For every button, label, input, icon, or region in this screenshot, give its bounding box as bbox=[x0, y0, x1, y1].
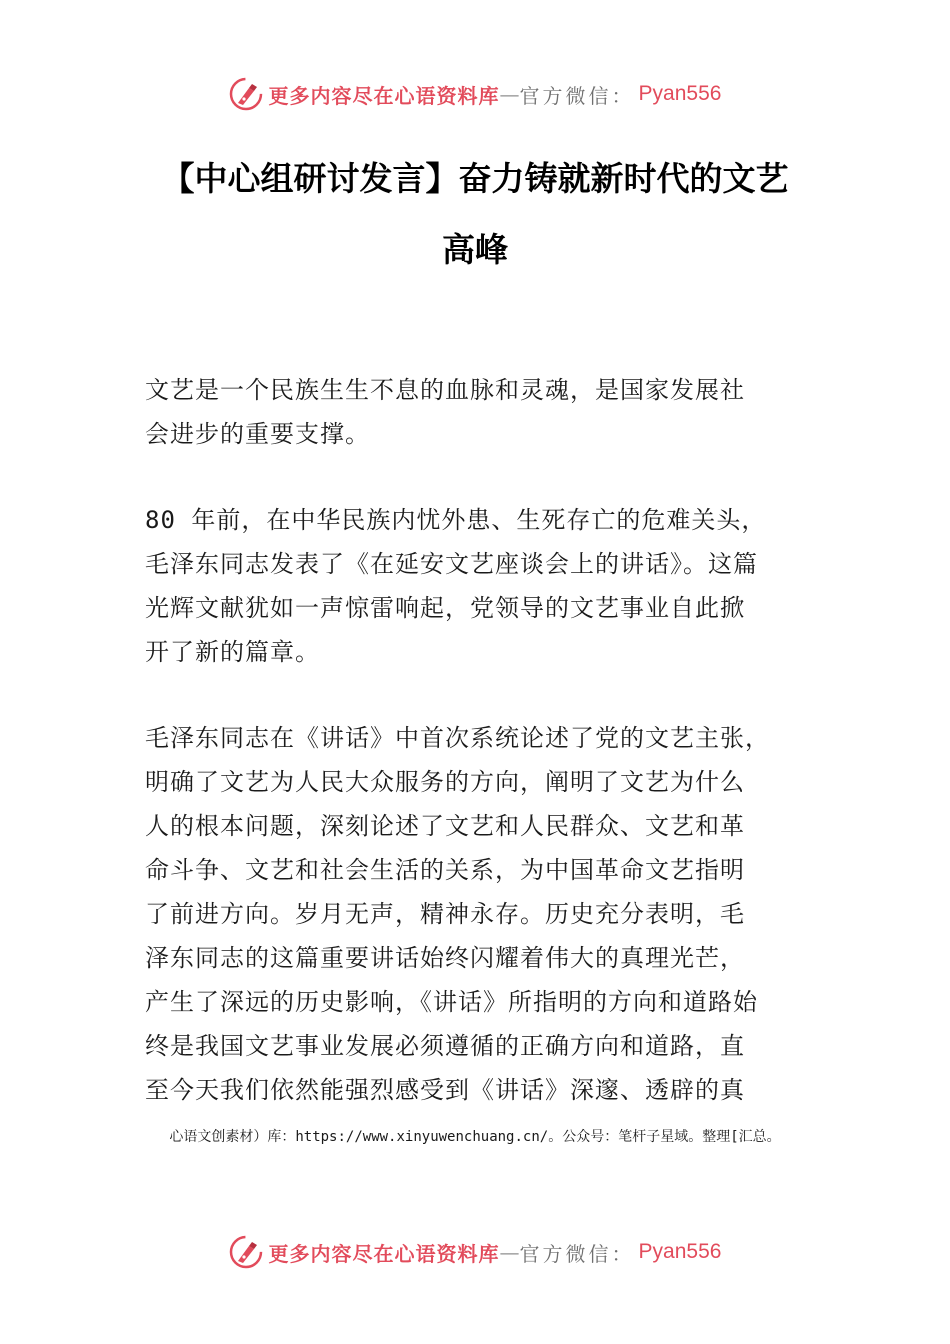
banner-wechat-id: Pyan556 bbox=[638, 82, 722, 105]
paragraph-2 bbox=[145, 498, 817, 674]
paragraph-line: 会进步的重要支撑。 bbox=[145, 420, 370, 448]
paragraph-line: 了前进方向。岁月无声，精神永存。历史充分表明，毛 bbox=[145, 900, 745, 928]
pen-nib-logo-icon bbox=[229, 77, 263, 111]
paragraph-line: 毛泽东同志在《讲话》中首次系统论述了党的文艺主张， bbox=[145, 724, 770, 752]
paragraph-line: 至今天我们依然能强烈感受到《讲话》深邃、透辟的真 bbox=[145, 1076, 745, 1104]
paragraph-line: 开了新的篇章。 bbox=[145, 638, 320, 666]
pen-nib-logo-icon bbox=[229, 1235, 263, 1269]
paragraph-line: 产生了深远的历史影响，《讲话》所指明的方向和道路始 bbox=[145, 988, 758, 1016]
banner-wechat-label: 官方微信： bbox=[519, 1241, 635, 1266]
paragraph-line: 终是我国文艺事业发展必须遵循的正确方向和道路，直 bbox=[145, 1032, 745, 1060]
paragraph-1 bbox=[145, 368, 817, 456]
paragraph-line: 光辉文献犹如一声惊雷响起，党领导的文艺事业自此掀 bbox=[145, 594, 745, 622]
paragraph-3 bbox=[145, 716, 817, 1112]
banner-main-text: 更多内容尽在心语资料库 bbox=[268, 83, 500, 108]
paragraph-line: 80 年前，在中华民族内忧外患、生死存亡的危难关头， bbox=[145, 506, 767, 534]
paragraph-line: 人的根本问题，深刻论述了文艺和人民群众、文艺和革 bbox=[145, 812, 745, 840]
banner-dash: — bbox=[499, 1240, 520, 1264]
footer-source-line: 心语文创素材）库：https://www.xinyuwenchuang.cn/。公众号：笔杆子星域。整理[汇总。 bbox=[169, 1129, 781, 1145]
banner-main-text: 更多内容尽在心语资料库 bbox=[268, 1241, 500, 1266]
paragraph-line: 毛泽东同志发表了《在延安文艺座谈会上的讲话》。这篇 bbox=[145, 550, 758, 578]
document-title-line-2: 高峰 bbox=[442, 230, 508, 269]
paragraph-line: 明确了文艺为人民大众服务的方向，阐明了文艺为什么 bbox=[145, 768, 745, 796]
body-text bbox=[145, 368, 817, 1154]
header-banner bbox=[0, 72, 950, 116]
footer-banner bbox=[0, 1230, 950, 1274]
paragraph-line: 泽东同志的这篇重要讲话始终闪耀着伟大的真理光芒， bbox=[145, 944, 745, 972]
paragraph-line: 文艺是一个民族生生不息的血脉和灵魂，是国家发展社 bbox=[145, 376, 745, 404]
banner-wechat-id: Pyan556 bbox=[638, 1240, 722, 1263]
banner-wechat-label: 官方微信： bbox=[519, 83, 635, 108]
banner-dash: — bbox=[499, 82, 520, 106]
paragraph-line: 命斗争、文艺和社会生活的关系，为中国革命文艺指明 bbox=[145, 856, 745, 884]
document-title-line-1: 【中心组研讨发言】奋力铸就新时代的文艺 bbox=[161, 159, 789, 198]
